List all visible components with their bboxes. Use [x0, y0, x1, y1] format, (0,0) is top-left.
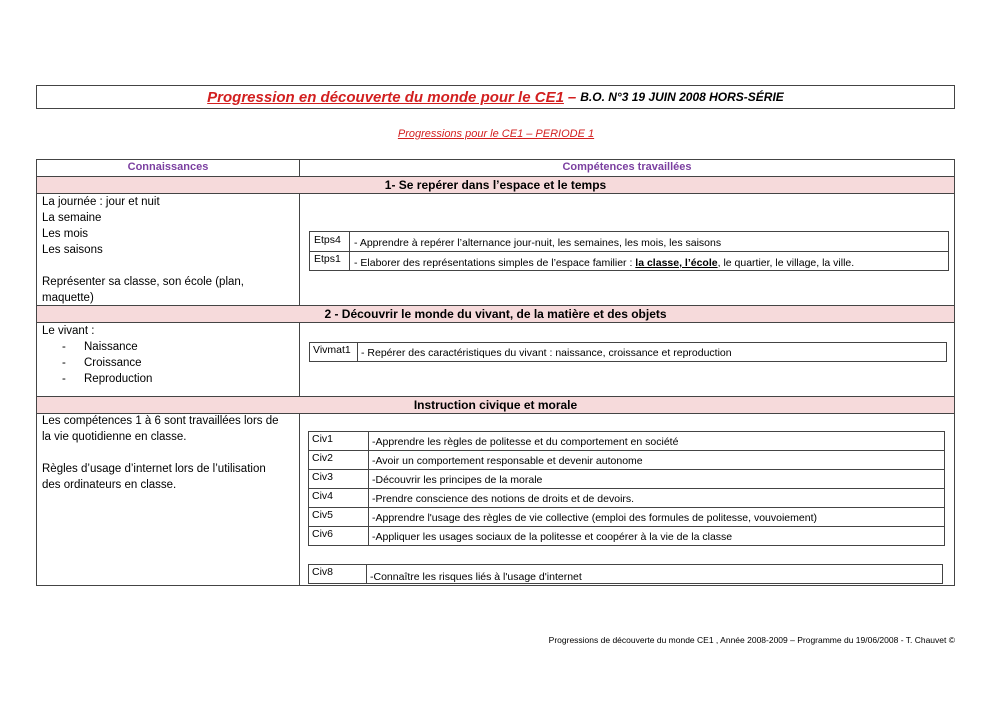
competence-description: -Appliquer les usages sociaux de la politesse et coopérer à la vie de la classe [372, 531, 733, 543]
desc-text: - Elaborer des représentations simples de l’espace familier : [354, 257, 636, 269]
competence-code: Civ2 [312, 452, 334, 464]
competence-code: Etps1 [314, 253, 341, 265]
section-2-connaissances [42, 323, 296, 387]
subtitle: Progressions pour le CE1 – PERIODE 1 [397, 128, 595, 140]
divider [308, 469, 945, 470]
competence-description: -Avoir un comportement responsable et devenir autonome [372, 455, 643, 467]
divider [309, 251, 949, 252]
divider [366, 564, 367, 584]
competence-code: Civ5 [312, 509, 334, 521]
competence-description: - Repérer des caractéristiques du vivant : naissance, croissance et reproduction [361, 347, 732, 359]
title-box [36, 85, 955, 109]
knowledge-line: Règles d’usage d’internet lors de l’utilisation [42, 463, 266, 475]
divider [308, 507, 945, 508]
divider [299, 322, 300, 396]
list-item: - Croissance [42, 355, 296, 371]
knowledge-line: des ordinateurs en classe. [42, 479, 177, 491]
competence-code: Etps4 [314, 234, 341, 246]
competence-description: -Apprendre les règles de politesse et du comportement en société [372, 436, 679, 448]
competence-code: Vivmat1 [313, 344, 351, 356]
knowledge-line: Les compétences 1 à 6 sont travaillées lors de [42, 415, 279, 427]
column-header-connaissances: Connaissances [127, 161, 209, 173]
spacer [42, 258, 296, 274]
spacer [42, 445, 296, 461]
knowledge-list [42, 339, 296, 387]
competence-code: Civ8 [312, 566, 334, 578]
divider [308, 526, 945, 527]
competence-description: -Connaître les risques liés à l'usage d'internet [370, 571, 582, 583]
competence-code: Civ4 [312, 490, 334, 502]
divider [299, 193, 300, 305]
list-item: - Naissance [42, 339, 296, 355]
footer: Progressions de découverte du monde CE1 , Année 2008-2009 – Programme du 19/06/2008 - T. Chauvet © [548, 635, 955, 645]
divider [308, 488, 945, 489]
competence-description: -Prendre conscience des notions de droits et de devoirs. [372, 493, 635, 505]
knowledge-line: La semaine [42, 212, 102, 224]
competence-description: - Apprendre à repérer l’alternance jour-nuit, les semaines, les mois, les saisons [354, 237, 722, 249]
divider [299, 159, 300, 176]
competence-code: Civ3 [312, 471, 334, 483]
desc-text: , le quartier, le village, la ville. [717, 257, 855, 269]
knowledge-line: Les saisons [42, 244, 103, 256]
column-header-competences: Compétences travaillées [562, 161, 692, 173]
page-title: Progression en découverte du monde pour le CE1 [207, 88, 564, 106]
knowledge-line: Représenter sa classe, son école (plan, [42, 276, 244, 288]
competence-description: -Apprendre l'usage des règles de vie collective (emploi des formules de politesse, vouvoiement) [372, 512, 817, 524]
knowledge-line: Les mois [42, 228, 89, 240]
divider [308, 450, 945, 451]
knowledge-line: maquette) [42, 292, 94, 304]
competence-description [354, 257, 854, 269]
title-reference: B.O. N°3 19 JUIN 2008 HORS-SÉRIE [580, 90, 784, 104]
section-3-connaissances [42, 413, 296, 493]
section-heading-3: Instruction civique et morale [413, 398, 578, 412]
desc-emphasis: la classe, l’école [635, 257, 718, 269]
competence-code: Civ1 [312, 433, 334, 445]
competence-description: -Découvrir les principes de la morale [372, 474, 543, 486]
list-item: - Reproduction [42, 371, 296, 387]
divider [299, 413, 300, 585]
section-heading-1: 1- Se repérer dans l’espace et le temps [384, 178, 607, 192]
knowledge-line: Le vivant : [42, 325, 95, 337]
knowledge-line: la vie quotidienne en classe. [42, 431, 187, 443]
knowledge-line: La journée : jour et nuit [42, 196, 160, 208]
section-1-connaissances [42, 194, 296, 306]
section-heading-2: 2 - Découvrir le monde du vivant, de la matière et des objets [324, 307, 667, 321]
title-separator: – [567, 88, 577, 106]
competence-code: Civ6 [312, 528, 334, 540]
divider [357, 342, 358, 362]
